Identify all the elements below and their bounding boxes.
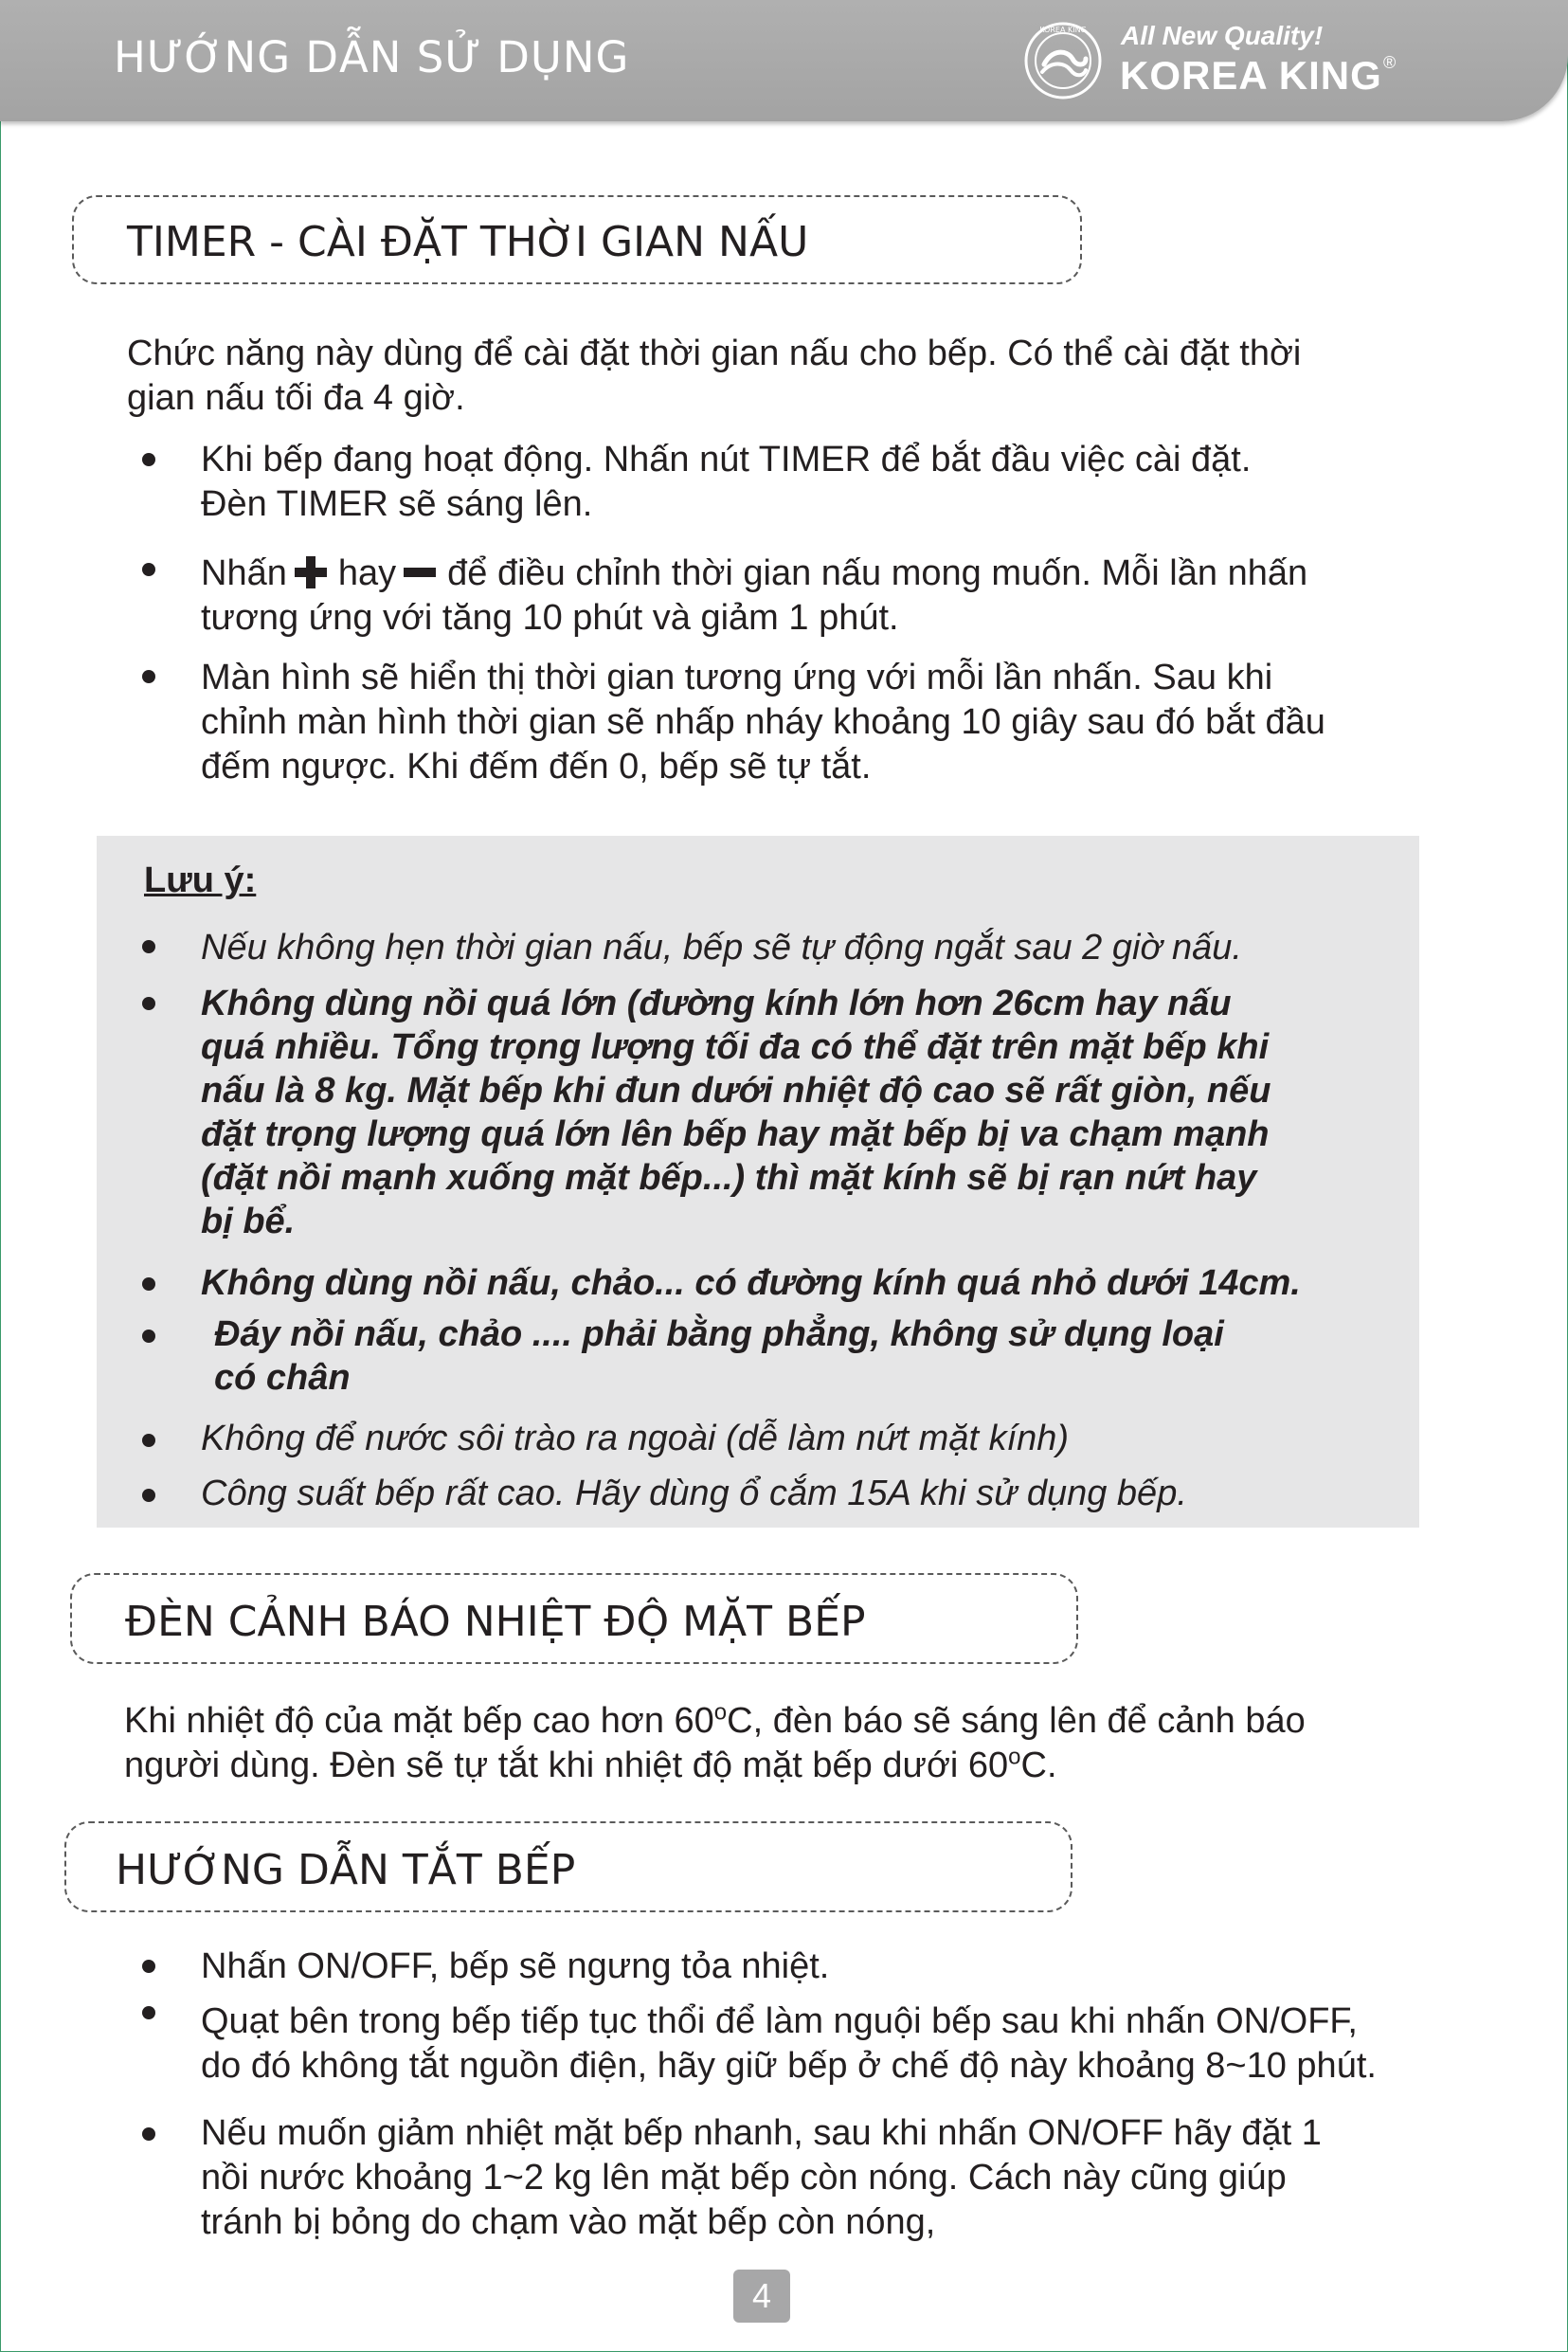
minus-icon: [404, 556, 436, 588]
bullet-dot: [142, 1330, 155, 1343]
note-item-2-line-3: nấu là 8 kg. Mặt bếp khi đun dưới nhiệt độ cao sẽ rất giòn, nếu: [201, 1071, 1271, 1111]
bullet-dot: [142, 940, 155, 953]
warning-heading-box: [70, 1573, 1078, 1664]
brand-name: KOREA KING: [1120, 53, 1382, 98]
page-number: 4: [733, 2270, 790, 2323]
note-item-2-line-4: đặt trọng lượng quá lớn lên bếp hay mặt bếp bị va chạm mạnh: [201, 1114, 1270, 1154]
warning-line-2-post: C.: [1020, 1746, 1057, 1785]
header-title: HƯỚNG DẪN SỬ DỤNG: [114, 32, 630, 82]
shutdown-bullet-3-line-1: Nếu muốn giảm nhiệt mặt bếp nhanh, sau khi nhấn ON/OFF hãy đặt 1: [201, 2113, 1322, 2153]
note-item-3: Không dùng nồi nấu, chảo... có đường kính quá nhỏ dưới 14cm.: [201, 1263, 1301, 1303]
degree-sup: o: [713, 1699, 728, 1726]
shutdown-bullet-3-line-2: nồi nước khoảng 1~2 kg lên mặt bếp còn nóng. Cách này cũng giúp: [201, 2158, 1287, 2198]
timer-heading: TIMER - CÀI ĐẶT THỜI GIAN NẤU: [127, 218, 809, 266]
korea-king-emblem-icon: [1023, 21, 1103, 100]
timer-bullet-3-line-1: Màn hình sẽ hiển thị thời gian tương ứng với mỗi lần nhấn. Sau khi: [201, 658, 1273, 697]
warning-line-1-pre: Khi nhiệt độ của mặt bếp cao hơn 60: [124, 1701, 714, 1741]
timer-intro-line-2: gian nấu tối đa 4 giờ.: [127, 378, 465, 418]
shutdown-bullet-2-line-2: do đó không tắt nguồn điện, hãy giữ bếp ở chế độ này khoảng 8~10 phút.: [201, 2046, 1377, 2086]
bullet-dot: [142, 997, 155, 1010]
warning-line-1-post: C, đèn báo sẽ sáng lên để cảnh báo: [727, 1701, 1306, 1741]
bullet-dot: [142, 1434, 155, 1447]
bullet-dot: [142, 453, 155, 466]
note-item-6: Công suất bếp rất cao. Hãy dùng ổ cắm 15A khi sử dụng bếp.: [201, 1474, 1187, 1513]
degree-sup: o: [1008, 1744, 1021, 1770]
plus-icon: [295, 556, 327, 588]
bullet-dot: [142, 1960, 155, 1973]
shutdown-bullet-2-line-1: Quạt bên trong bếp tiếp tục thổi để làm nguội bếp sau khi nhấn ON/OFF,: [201, 2001, 1358, 2041]
note-item-5: Không để nước sôi trào ra ngoài (dễ làm nứt mặt kính): [201, 1419, 1070, 1458]
timer-heading-box: [72, 195, 1082, 284]
note-item-2-line-1: Không dùng nồi quá lớn (đường kính lớn hơn 26cm hay nấu: [201, 984, 1232, 1023]
timer-bullet-2-post: để điều chỉnh thời gian nấu mong muốn. Mỗi lần nhấn: [447, 553, 1308, 593]
timer-bullet-3-line-3: đếm ngược. Khi đếm đến 0, bếp sẽ tự tắt.: [201, 747, 872, 787]
note-item-2-line-5: (đặt nồi mạnh xuống mặt bếp...) thì mặt kính sẽ bị rạn nứt hay: [201, 1158, 1257, 1198]
shutdown-bullet-1: Nhấn ON/OFF, bếp sẽ ngưng tỏa nhiệt.: [201, 1946, 830, 1986]
warning-line-1: [124, 1699, 1306, 1744]
bullet-dot: [142, 563, 155, 576]
warning-heading: ĐÈN CẢNH BÁO NHIỆT ĐỘ MẶT BẾP: [125, 1598, 866, 1646]
bullet-dot: [142, 2006, 155, 2019]
shutdown-bullet-3-line-3: tránh bị bỏng do chạm vào mặt bếp còn nóng,: [201, 2202, 936, 2242]
note-item-4-line-2: có chân: [214, 1358, 351, 1398]
timer-bullet-1-line-2: Đèn TIMER sẽ sáng lên.: [201, 484, 593, 524]
note-item-1: Nếu không hẹn thời gian nấu, bếp sẽ tự động ngắt sau 2 giờ nấu.: [201, 928, 1242, 968]
header-bar: [0, 0, 1568, 121]
timer-bullet-1-line-1: Khi bếp đang hoạt động. Nhấn nút TIMER để bắt đầu việc cài đặt.: [201, 440, 1252, 479]
bullet-dot: [142, 1489, 155, 1502]
note-item-2-line-2: quá nhiều. Tổng trọng lượng tối đa có thể đặt trên mặt bếp khi: [201, 1027, 1270, 1067]
emblem-text: KOREA KING: [1039, 26, 1087, 34]
timer-bullet-2-mid: hay: [337, 553, 397, 593]
shutdown-heading-box: [64, 1821, 1072, 1912]
timer-bullet-2-line-2: tương ứng với tăng 10 phút và giảm 1 phút.: [201, 598, 899, 638]
timer-bullet-2-pre: Nhấn: [201, 553, 287, 593]
note-item-2-line-6: bị bể.: [201, 1202, 296, 1241]
timer-bullet-3-line-2: chỉnh màn hình thời gian sẽ nhấp nháy khoảng 10 giây sau đó bắt đầu: [201, 702, 1325, 742]
timer-bullet-2-line-1: [201, 552, 1307, 596]
bullet-dot: [142, 2127, 155, 2141]
timer-intro-line-1: Chức năng này dùng để cài đặt thời gian nấu cho bếp. Có thể cài đặt thời: [127, 334, 1302, 373]
warning-line-2: [124, 1744, 1057, 1788]
bullet-dot: [142, 670, 155, 683]
warning-line-2-pre: người dùng. Đèn sẽ tự tắt khi nhiệt độ mặt bếp dưới 60: [124, 1746, 1009, 1785]
note-item-4-line-1: Đáy nồi nấu, chảo .... phải bằng phẳng, không sử dụng loại: [214, 1314, 1224, 1354]
brand-tagline: All New Quality!: [1121, 21, 1324, 50]
note-title: Lưu ý:: [144, 860, 257, 900]
shutdown-heading: HƯỚNG DẪN TẮT BẾP: [116, 1846, 576, 1894]
bullet-dot: [142, 1277, 155, 1291]
registered-mark: ®: [1383, 53, 1397, 72]
